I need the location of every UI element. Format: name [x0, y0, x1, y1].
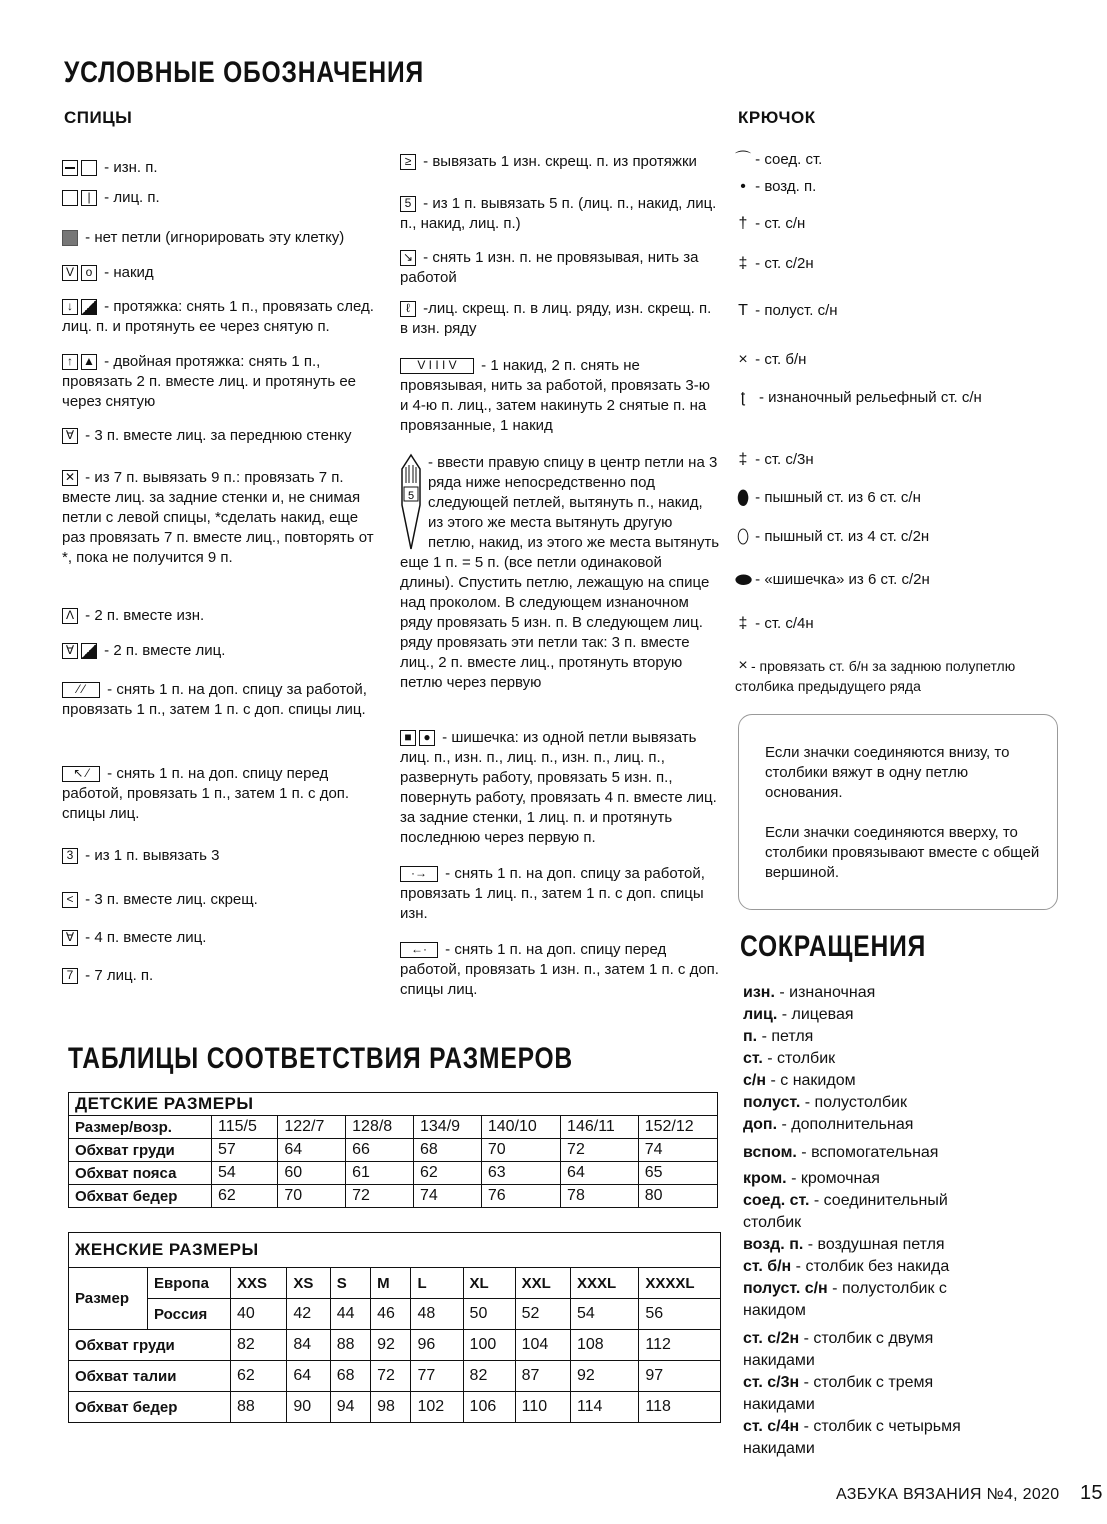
- legend-item: ‡ - ст. с/4н: [735, 614, 814, 634]
- abbr-item: с/н - с накидом: [743, 1072, 856, 1089]
- kids-table-heading: ДЕТСКИЕ РАЗМЕРЫ: [69, 1093, 718, 1116]
- legend-item: ⁄ ⁄ - снять 1 п. на доп. спицу за работой, провязать 1 п., затем 1 п. с доп. спицы лиц.: [62, 681, 367, 718]
- pull-through-arrow-icon: ↓: [62, 299, 78, 315]
- kids-size-table: [68, 1092, 718, 1208]
- twisted-knit-icon: ℓ: [400, 301, 416, 317]
- cable-back-icon: ⁄ ⁄: [62, 682, 100, 698]
- svg-text:5: 5: [408, 490, 415, 502]
- empty-box-icon: [62, 190, 78, 206]
- abbr-item: ст. с/3н - столбик с тремя накидами: [743, 1374, 934, 1413]
- pull-through-triangle-icon: [81, 299, 97, 315]
- legend-item: 3 - из 1 п. вывязать 3: [62, 846, 382, 866]
- legend-item: × - провязать ст. б/н за заднюю полупетлю столбика предыдущего ряда: [735, 657, 1016, 694]
- legend-item: • - возд. п.: [735, 177, 816, 197]
- table-row: Обхват груди 82 84 88 92 96 100 104 108 112: [69, 1330, 721, 1361]
- legend-item: | - лиц. п.: [62, 188, 382, 208]
- abbr-item: полуст. - полустолбик: [743, 1094, 907, 1111]
- abbr-item: ст. б/н - столбик без накида: [743, 1258, 950, 1275]
- legend-item: ∀ - 3 п. вместе лиц. за переднюю стенку: [62, 426, 382, 446]
- legend-item: ‡ - ст. с/3н: [735, 450, 814, 470]
- purl-box-icon: [62, 160, 78, 176]
- legend-item: × - ст. б/н: [735, 350, 806, 370]
- two-together-knit-triangle-icon: [81, 643, 97, 659]
- women-table-heading: ЖЕНСКИЕ РАЗМЕРЫ: [69, 1233, 721, 1268]
- legend-item: - изн. п.: [62, 158, 382, 178]
- knitting-heading: СПИЦЫ: [64, 108, 133, 127]
- abbr-item: возд. п. - воздушная петля: [743, 1236, 945, 1253]
- legend-item: Λ - 2 п. вместе изн.: [62, 606, 382, 626]
- legend-item: 5 - ввести правую спицу в центр петли на 3 ряда ниже непосредственно под следующей петлей, вытянуть п., накид, из этого же места вытянуть другую петлю, накид, из этого же места вытянуть еще 1 п. = 5 п. (все петли одинаковой длины). Спустить петлю, лежащую на спице над проколом. В следующем изнаночном ряду провязать 5 изн. п. В следующем лиц. ряду провязать эти петли так: 3 п. вместе лиц., 2 п. вместе лиц., протянуть вторую петлю через первую: [400, 454, 720, 691]
- two-together-purl-icon: Λ: [62, 608, 78, 624]
- seven-knit-icon: 7: [62, 968, 78, 984]
- treble-crochet-icon: ‡: [738, 255, 748, 273]
- note-text-2: Если значки соединяются вверху, то столбики провязывают вместе с общей вершиной.: [765, 824, 1040, 881]
- legend-item: ↓ - протяжка: снять 1 п., провязать след. лиц. п. и протянуть ее через снятую п.: [62, 298, 374, 335]
- legend-item: < - 3 п. вместе лиц. скрещ.: [62, 890, 382, 910]
- abbr-item: п. - петля: [743, 1028, 814, 1045]
- slip-stitch-icon: ⌒: [735, 151, 752, 169]
- table-row: Обхват пояса 54 60 61 62 63 64 65: [69, 1162, 718, 1185]
- legend-item: ‡ - ст. с/2н: [735, 254, 814, 274]
- chain-icon: •: [740, 178, 746, 196]
- legend-item: ·→ - снять 1 п. на доп. спицу за работой, провязать 1 лиц. п., затем 1 п. с доп. спицы изн.: [400, 865, 705, 922]
- legend-item: ≥ - вывязать 1 изн. скрещ. п. из протяжки: [400, 152, 720, 172]
- bobble-square-icon: ■: [400, 730, 416, 746]
- sc-back-loop-icon: ×: [738, 657, 748, 674]
- legend-item: † - ст. с/н: [735, 214, 805, 234]
- abbr-item: соед. ст. - соединительный столбик: [743, 1192, 948, 1231]
- three-together-front-icon: ∀: [62, 428, 78, 444]
- legend-item: V o - накид: [62, 263, 382, 283]
- abbr-item: лиц. - лицевая: [743, 1006, 854, 1023]
- half-double-icon: T: [738, 302, 748, 320]
- legend-item: 7 - 7 лиц. п.: [62, 966, 382, 986]
- abbr-item: ст. - столбик: [743, 1050, 836, 1067]
- double-pull-arrow-icon: ↑: [62, 354, 78, 370]
- three-together-twisted-icon: <: [62, 892, 78, 908]
- abbr-item: изн. - изнаночная: [743, 984, 876, 1001]
- women-size-table: [68, 1232, 721, 1423]
- legend-item: ⬮ - пышный ст. из 6 ст. с/н: [736, 487, 921, 510]
- legend-item: V I I I V - 1 накид, 2 п. снять не провязывая, нить за работой, провязать 3-ю и 4-ю п. лиц., затем накинуть 2 снятые п. на провязанные, 1 накид: [400, 357, 710, 434]
- legend-item: ∀ - 2 п. вместе лиц.: [62, 641, 382, 661]
- abbr-item: кром. - кромочная: [743, 1170, 880, 1187]
- legend-item: ⌒ - соед. ст.: [735, 151, 823, 169]
- popcorn-icon: ⬬: [735, 569, 753, 592]
- abbr-item: ст. с/2н - столбик с двумя накидами: [743, 1330, 934, 1369]
- abbr-item: ст. с/4н - столбик с четырьмя накидами: [743, 1418, 961, 1457]
- cable-front-icon: ↖ ⁄: [62, 766, 100, 782]
- bobble-dot-icon: ●: [419, 730, 435, 746]
- back-post-icon: ʈ: [740, 389, 746, 406]
- abbreviations-list: [743, 982, 983, 1460]
- knit-bar-box-icon: |: [81, 190, 97, 206]
- legend-item: ↘ - снять 1 изн. п. не провязывая, нить за работой: [400, 249, 699, 286]
- three-from-one-icon: 3: [62, 848, 78, 864]
- slip-purl-icon: ↘: [400, 250, 416, 266]
- double-treble-icon: ‡: [738, 451, 748, 469]
- double-crochet-icon: †: [738, 215, 748, 233]
- legend-item: ✕ - из 7 п. вывязать 9 п.: провязать 7 п. вместе лиц. за задние стенки и, не снимая петли с левой спицы, *сделать накид, еще раз провязать 7 п. вместе лиц., повторять от *, пока не получится 9 п.: [62, 469, 374, 566]
- note-text-1: Если значки соединяются внизу, то столбики вяжут в одну петлю основания.: [765, 744, 1010, 801]
- abbr-item: полуст. с/н - полустолбик с накидом: [743, 1280, 947, 1319]
- table-row: Обхват бедер 62 70 72 74 76 78 80: [69, 1185, 718, 1208]
- crochet-note-box: [738, 714, 1058, 910]
- legend-item: ⬬ - «шишечка» из 6 ст. с/2н: [735, 569, 930, 592]
- legend-item: 5 - из 1 п. вывязать 5 п. (лиц. п., накид, лиц. п., накид, лиц. п.): [400, 195, 717, 232]
- single-crochet-icon: ×: [738, 351, 748, 369]
- seven-to-nine-icon: ✕: [62, 470, 78, 486]
- four-together-icon: ∀: [62, 930, 78, 946]
- yarn-over-v-icon: V: [62, 265, 78, 281]
- abbreviations-heading: СОКРАЩЕНИЯ: [740, 930, 927, 963]
- legend-item: ■ ● - шишечка: из одной петли вывязать лиц. п., изн. п., лиц. п., изн. п., лиц. п., развернуть работу, провязать 5 изн. п., повернуть работу, провязать 4 п. вместе лиц. за задние стенки, 1 лиц. п. и протянуть последнюю через первую п.: [400, 729, 717, 846]
- legend-item: ℓ -лиц. скрещ. п. в лиц. ряду, изн. скрещ. п. в изн. ряду: [400, 300, 712, 337]
- five-from-one-icon: 5: [400, 196, 416, 212]
- size-tables-heading: ТАБЛИЦЫ СООТВЕТСТВИЯ РАЗМЕРОВ: [68, 1042, 574, 1075]
- legend-item: T - полуст. с/н: [735, 301, 838, 321]
- purl-twisted-bar-icon: ≥: [400, 154, 416, 170]
- puff-six-icon: ⬮: [736, 487, 750, 510]
- page-title: УСЛОВНЫЕ ОБОЗНАЧЕНИЯ: [64, 56, 424, 89]
- abbr-item: доп. - дополнительная: [743, 1116, 914, 1133]
- double-pull-triangle-icon: ▲: [81, 354, 97, 370]
- page-number: 15: [1080, 1482, 1103, 1504]
- legend-item: ʈ - изнаночный рельефный ст. с/н: [735, 388, 1035, 408]
- table-row: Россия 40 42 44 46 48 50 52 54 56: [69, 1299, 721, 1330]
- legend-item: ∀ - 4 п. вместе лиц.: [62, 928, 382, 948]
- legend-item: ↑ ▲ - двойная протяжка: снять 1 п., провязать 2 п. вместе лиц. и протянуть ее через снятую: [62, 353, 357, 410]
- table-row: Размер/возр. 115/5 122/7 128/8 134/9 140/10 146/11 152/12: [69, 1116, 718, 1139]
- legend-item: ⬯ - пышный ст. из 4 ст. с/2н: [736, 526, 930, 549]
- table-row: Обхват груди 57 64 66 68 70 72 74: [69, 1139, 718, 1162]
- table-row: Обхват бедер 88 90 94 98 102 106 110 114 118: [69, 1392, 721, 1423]
- crochet-heading: КРЮЧОК: [738, 108, 816, 127]
- legend-item: - нет петли (игнорировать эту клетку): [62, 228, 382, 248]
- legend-item: ↖ ⁄ - снять 1 п. на доп. спицу перед работой, провязать 1 п., затем 1 п. с доп. спицы лиц.: [62, 765, 350, 822]
- table-row: Размер Европа XXS XS S M L XL XXL XXXL XXXXL: [69, 1268, 721, 1299]
- drop-stitch-icon: [400, 453, 422, 553]
- two-together-knit-v-icon: ∀: [62, 643, 78, 659]
- magazine-footer: АЗБУКА ВЯЗАНИЯ №4, 2020: [836, 1486, 1060, 1503]
- gray-box-icon: [62, 230, 78, 246]
- cross-back-purl-icon: ·→: [400, 866, 438, 882]
- puff-four-icon: ⬯: [736, 526, 750, 549]
- legend-item: ←· - снять 1 п. на доп. спицу перед работой, провязать 1 изн. п., затем 1 п. с доп. спицы лиц.: [400, 941, 719, 998]
- table-row: Обхват талии 62 64 68 72 77 82 87 92 97: [69, 1361, 721, 1392]
- yarn-over-o-icon: o: [81, 265, 97, 281]
- triple-treble-icon: ‡: [738, 615, 748, 633]
- empty-box-icon: [81, 160, 97, 176]
- cross-front-knit-icon: ←·: [400, 942, 438, 958]
- abbr-item: вспом. - вспомогательная: [743, 1144, 939, 1161]
- long-yarn-over-icon: V I I I V: [400, 358, 474, 374]
